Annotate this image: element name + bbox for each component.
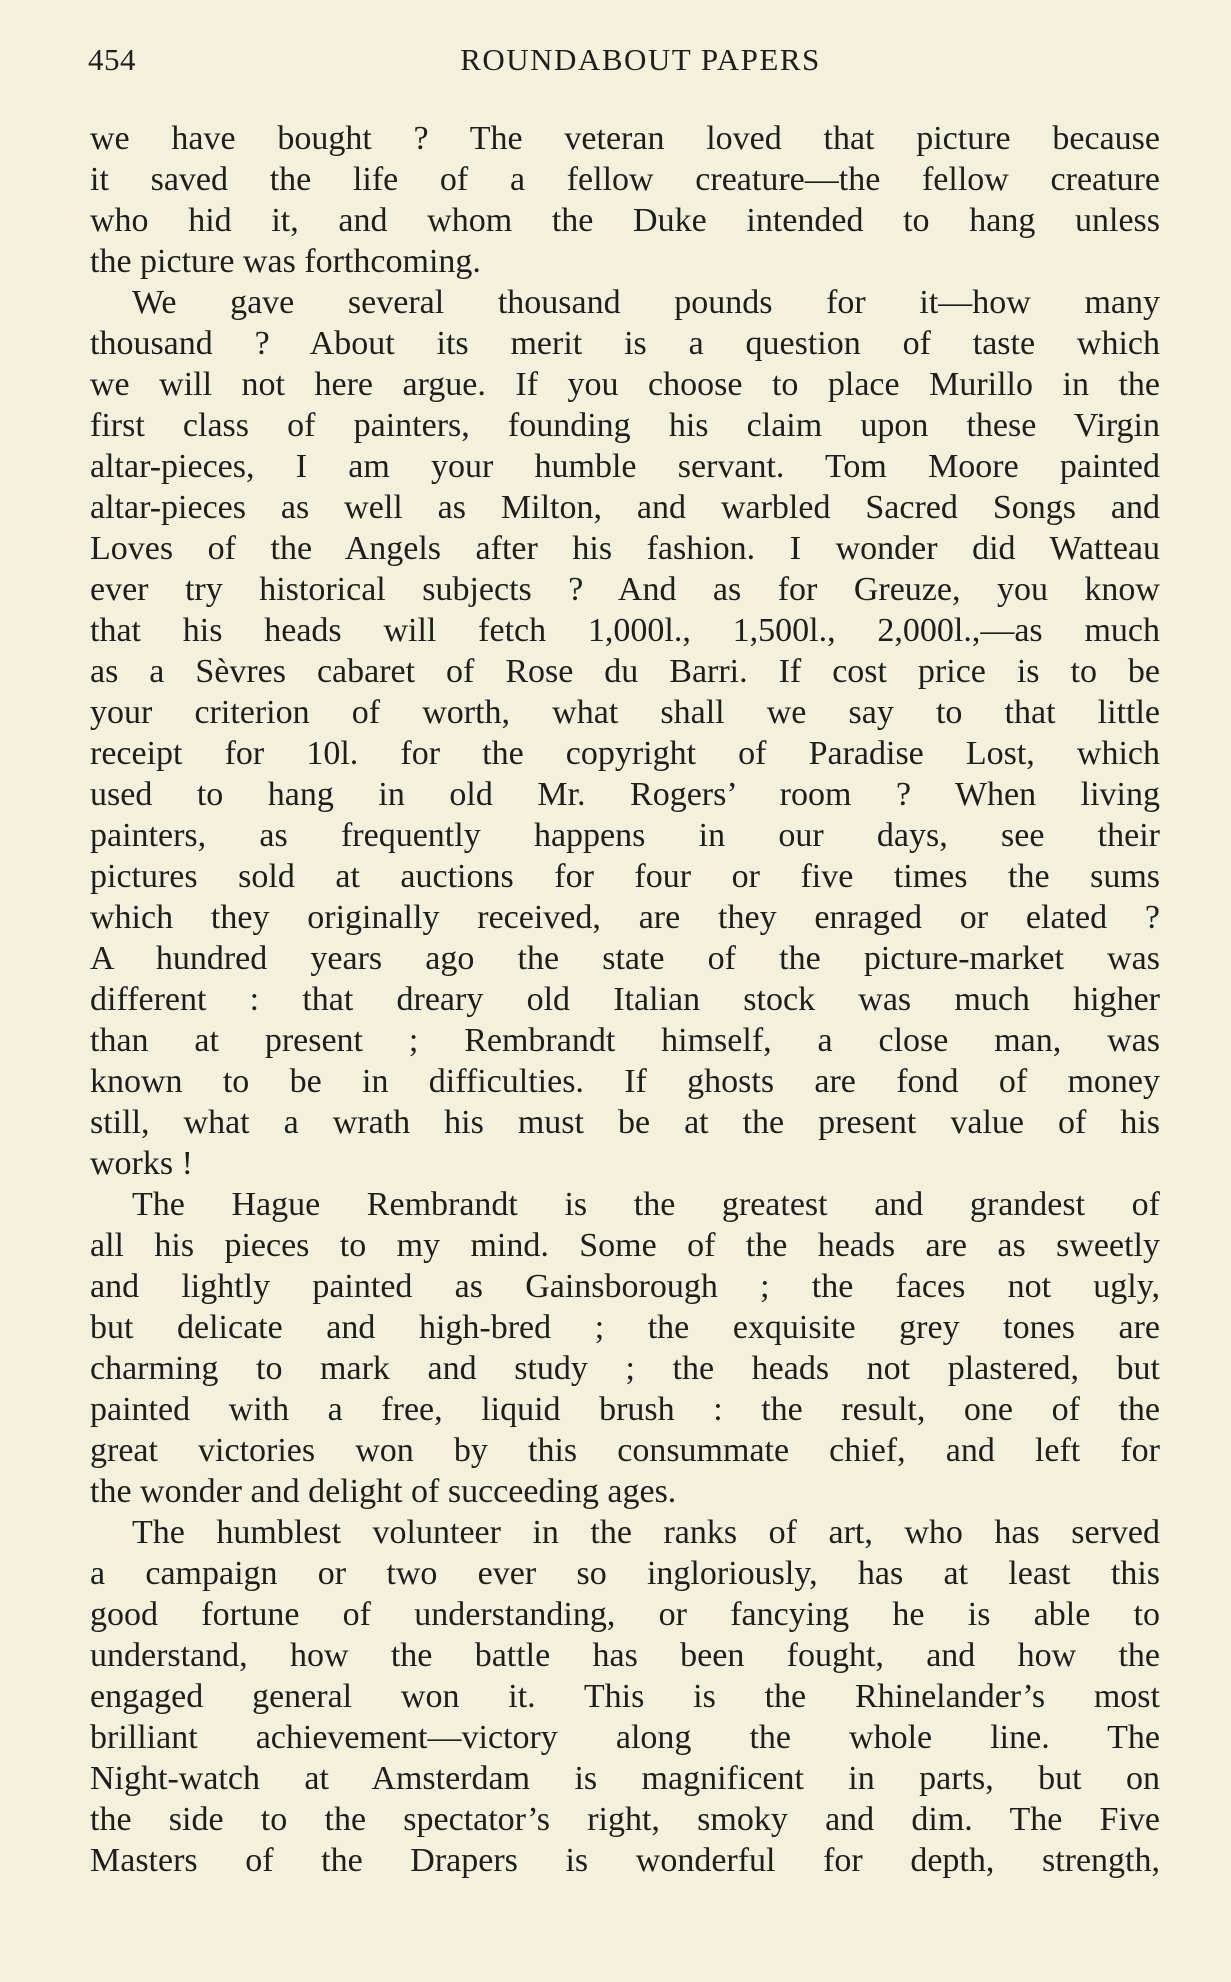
text-line: charming to mark and study ; the heads not plastered, but — [90, 1350, 1160, 1387]
text-line: The Hague Rembrandt is the greatest and grandest of — [132, 1186, 1160, 1223]
text-line: brilliant achievement—victory along the whole line. The — [90, 1719, 1160, 1756]
text-line: painted with a free, liquid brush : the result, one of the — [90, 1391, 1160, 1428]
text-line: different : that dreary old Italian stock was much higher — [90, 981, 1160, 1018]
text-line: all his pieces to my mind. Some of the heads are as sweetly — [90, 1227, 1160, 1264]
text-line: the side to the spectator’s right, smoky and dim. The Five — [90, 1801, 1160, 1838]
text-line: A hundred years ago the state of the picture-market was — [90, 940, 1160, 977]
text-line: altar-pieces, I am your humble servant. Tom Moore painted — [90, 448, 1160, 485]
text-line: works ! — [90, 1145, 193, 1182]
text-line: Loves of the Angels after his fashion. I wonder did Watteau — [90, 530, 1160, 567]
text-line: The humblest volunteer in the ranks of art, who has served — [132, 1514, 1160, 1551]
text-line: pictures sold at auctions for four or five times the sums — [90, 858, 1160, 895]
text-line: good fortune of understanding, or fancying he is able to — [90, 1596, 1160, 1633]
text-line: the picture was forthcoming. — [90, 243, 481, 280]
text-line: as a Sèvres cabaret of Rose du Barri. If cost price is to be — [90, 653, 1160, 690]
text-line: thousand ? About its merit is a question of taste which — [90, 325, 1160, 362]
text-line: we have bought ? The veteran loved that picture because — [90, 120, 1160, 157]
text-line: but delicate and high-bred ; the exquisite grey tones are — [90, 1309, 1160, 1346]
text-line: still, what a wrath his must be at the present value of his — [90, 1104, 1160, 1141]
text-line: receipt for 10l. for the copyright of Paradise Lost, which — [90, 735, 1160, 772]
text-line: than at present ; Rembrandt himself, a close man, was — [90, 1022, 1160, 1059]
text-line: Night-watch at Amsterdam is magnificent in parts, but on — [90, 1760, 1160, 1797]
text-line: painters, as frequently happens in our days, see their — [90, 817, 1160, 854]
text-line: which they originally received, are they enraged or elated ? — [90, 899, 1160, 936]
text-line: we will not here argue. If you choose to place Murillo in the — [90, 366, 1160, 403]
page-number: 454 — [88, 42, 136, 77]
text-line: great victories won by this consummate chief, and left for — [90, 1432, 1160, 1469]
text-line: your criterion of worth, what shall we say to that little — [90, 694, 1160, 731]
text-line: engaged general won it. This is the Rhinelander’s most — [90, 1678, 1160, 1715]
text-line: altar-pieces as well as Milton, and warbled Sacred Songs and — [90, 489, 1160, 526]
text-line: known to be in difficulties. If ghosts are fond of money — [90, 1063, 1160, 1100]
running-head — [88, 42, 1163, 82]
text-line: ever try historical subjects ? And as for Greuze, you know — [90, 571, 1160, 608]
text-line: who hid it, and whom the Duke intended to hang unless — [90, 202, 1160, 239]
text-line: understand, how the battle has been fought, and how the — [90, 1637, 1160, 1674]
text-line: We gave several thousand pounds for it—how many — [132, 284, 1160, 321]
text-line: used to hang in old Mr. Rogers’ room ? When living — [90, 776, 1160, 813]
text-line: the wonder and delight of succeeding ages. — [90, 1473, 677, 1510]
text-line: that his heads will fetch 1,000l., 1,500l., 2,000l.,—as much — [90, 612, 1160, 649]
body-text — [90, 118, 1160, 1881]
text-line: and lightly painted as Gainsborough ; the faces not ugly, — [90, 1268, 1160, 1305]
text-line: Masters of the Drapers is wonderful for depth, strength, — [90, 1842, 1160, 1879]
running-title: ROUNDABOUT PAPERS — [460, 42, 821, 77]
text-line: a campaign or two ever so ingloriously, has at least this — [90, 1555, 1160, 1592]
text-line: it saved the life of a fellow creature—the fellow creature — [90, 161, 1160, 198]
text-line: first class of painters, founding his claim upon these Virgin — [90, 407, 1160, 444]
